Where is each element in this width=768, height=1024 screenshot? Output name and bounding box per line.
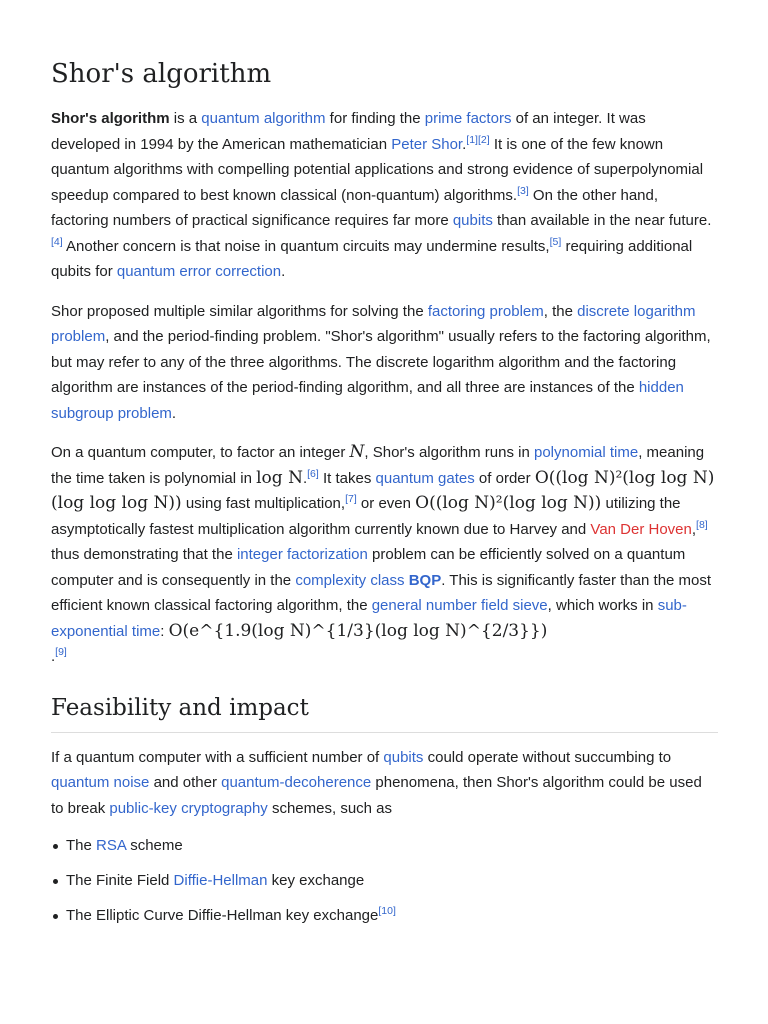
- paragraph-algorithms: [51, 299, 718, 427]
- link-bqp[interactable]: BQP: [408, 571, 442, 589]
- list-item: [65, 905, 718, 927]
- text: It is one of the few known quantum algorithms with compelling potential applications and strong evidence of superpolynomial speedup compared to best known classical (non-quantum) algorithms.: [51, 135, 704, 204]
- link-factoring-problem[interactable]: factoring problem: [427, 302, 544, 320]
- link-diffie-hellman[interactable]: Diffie-Hellman: [173, 872, 268, 889]
- text: , which works in: [547, 597, 658, 614]
- text: The: [66, 837, 97, 854]
- citation-7[interactable]: [7]: [345, 493, 357, 505]
- text: problem can be efficiently solved on a quantum computer and is consequently in the: [51, 546, 686, 589]
- link-rsa[interactable]: RSA: [96, 837, 127, 854]
- text: thus demonstrating that the: [51, 546, 237, 563]
- list-item: [65, 835, 718, 857]
- text: .: [302, 469, 308, 487]
- paragraph-intro: Shor's algorithm is a quantum algorithm for finding the prime factors of an integer. It was developed in 1994 by the American mathematician Peter Shor.[1][2] It is one of the few known quantum algorithms with compelling potential applications and strong evidence of superpolynomial speedup compared to best known classical (non-quantum) algorithms.[3] On the other hand, factoring numbers of practical significance requires far more qubits than available in the near future.[4] Another concern is that noise in quantum circuits may undermine results,[5] requiring additional qubits for quantum error correction.: [51, 110, 712, 280]
- text: If a quantum computer with a sufficient number of: [51, 748, 384, 766]
- paragraph-complexity: [51, 440, 718, 670]
- link-qubits[interactable]: qubits: [452, 212, 493, 229]
- citation-4[interactable]: [4]: [51, 235, 63, 248]
- text: , Shor's algorithm runs in: [364, 444, 534, 461]
- text: or even: [356, 495, 411, 512]
- link-quantum-algorithm[interactable]: quantum algorithm: [201, 110, 326, 127]
- text: It takes: [318, 469, 376, 487]
- text: On the other hand, factoring numbers of practical significance requires far more: [51, 186, 659, 229]
- text: ,: [691, 520, 697, 538]
- text: Another concern is that noise in quantum circuits may undermine results,: [62, 237, 550, 255]
- text: phenomena, then Shor's algorithm could be used to break: [51, 774, 702, 817]
- math-order-harvey: O((log N)²(log log N)): [415, 493, 602, 513]
- text: is a: [169, 110, 202, 127]
- link-van-der-hoven[interactable]: Van Der Hoven: [590, 520, 692, 538]
- link-polynomial-time[interactable]: polynomial time: [534, 444, 639, 461]
- citation-6[interactable]: [6]: [307, 467, 319, 480]
- link-sub-exponential-time[interactable]: sub-exponential time: [51, 597, 687, 640]
- text: schemes, such as: [267, 799, 393, 817]
- link-quantum-gates[interactable]: quantum gates: [375, 469, 475, 487]
- text: , and the period-finding problem. "Shor's algorithm" usually refers to the factoring algorithm, but may refer to any of the three algorithms. The discrete logarithm algorithm and the factoring algorithm are instances of the period-finding algorithm, and all three are instances of the: [51, 328, 711, 396]
- text: than available in the near future.: [492, 212, 712, 229]
- link-quantum-error-correction[interactable]: quantum error correction: [116, 263, 282, 280]
- text: The Finite Field: [66, 872, 174, 889]
- text: The Elliptic Curve Diffie-Hellman key exchange: [66, 907, 379, 924]
- link-peter-shor[interactable]: Peter Shor: [391, 135, 463, 153]
- link-public-key-cryptography[interactable]: public-key cryptography: [109, 799, 268, 817]
- section-heading-feasibility: Feasibility and impact: [51, 694, 718, 733]
- bold-term: Shor's algorithm: [51, 110, 170, 127]
- text: and other: [149, 774, 222, 791]
- list-item: [65, 870, 718, 892]
- text: . This is significantly faster than the most efficient known classical factoring algorithm, the: [51, 571, 712, 614]
- text: Shor proposed multiple similar algorithms for solving the: [51, 302, 428, 320]
- link-prime-factors[interactable]: prime factors: [424, 110, 512, 127]
- page-title: Shor's algorithm: [51, 59, 272, 89]
- text: for finding the: [325, 110, 425, 127]
- citation-8[interactable]: [8]: [696, 518, 708, 531]
- math-N: N: [349, 442, 365, 462]
- text: .: [171, 404, 177, 422]
- link-qubits-2[interactable]: qubits: [383, 748, 424, 766]
- citation-3[interactable]: [3]: [517, 184, 529, 197]
- citation-2[interactable]: [2]: [477, 133, 490, 146]
- citation-10[interactable]: [10]: [378, 905, 396, 917]
- text: of order: [474, 469, 531, 487]
- math-order-fast-mult: O((log N)²(log log N)(log log log N)): [51, 467, 715, 513]
- text: of an integer. It was developed in 1994 by the American mathematician: [51, 110, 646, 153]
- text: requiring additional qubits for: [51, 237, 693, 280]
- citation-1[interactable]: [1]: [466, 133, 478, 146]
- link-discrete-logarithm[interactable]: discrete logarithm problem: [51, 302, 696, 345]
- text: , the: [543, 302, 578, 320]
- link-quantum-decoherence[interactable]: quantum-decoherence: [221, 774, 372, 791]
- text: On a quantum computer, to factor an integer: [51, 444, 350, 461]
- math-log-n: log N: [256, 467, 303, 488]
- paragraph-feasibility: [51, 745, 718, 822]
- link-general-number-field-sieve[interactable]: general number field sieve: [371, 597, 548, 614]
- citation-5[interactable]: [5]: [549, 235, 562, 248]
- citation-9[interactable]: [9]: [55, 646, 67, 658]
- text: :: [160, 622, 169, 640]
- schemes-list: [51, 835, 718, 927]
- text: scheme: [126, 837, 183, 854]
- link-quantum-noise[interactable]: quantum noise: [51, 774, 150, 791]
- text: using fast multiplication,: [181, 495, 346, 512]
- link-hidden-subgroup-problem[interactable]: hidden subgroup problem: [51, 379, 684, 422]
- link-integer-factorization[interactable]: integer factorization: [236, 546, 368, 563]
- text: , meaning the time taken is polynomial in: [51, 444, 705, 487]
- math-gnfs-complexity: O(e^{1.9(log N)^{1/3}(log log N)^{2/3}}): [168, 620, 548, 641]
- text: .: [281, 263, 286, 280]
- text: could operate without succumbing to: [423, 748, 672, 766]
- text: utilizing the asymptotically fastest multiplication algorithm currently known due to Harvey and: [51, 495, 681, 538]
- text: key exchange: [267, 872, 365, 889]
- link-complexity-class[interactable]: complexity class: [295, 571, 405, 589]
- text: .: [51, 648, 56, 665]
